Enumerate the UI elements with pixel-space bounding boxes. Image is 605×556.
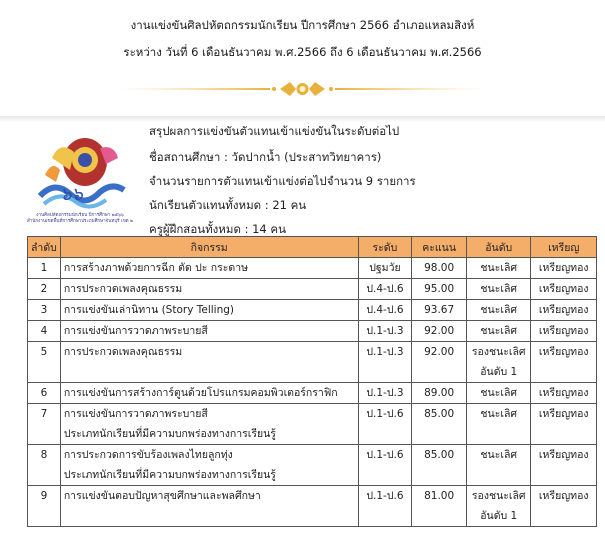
- table-row: [28, 445, 597, 486]
- school-name: ชื่อสถานศึกษา : วัดปากน้ำ (ประสาทวิทยาคาร): [149, 150, 382, 164]
- cell-medal-text: เหรียญทอง: [538, 325, 589, 337]
- table-row: [28, 383, 597, 404]
- teachers-count: ครูผู้ฝึกสอนทั้งหมด : 14 คน: [149, 222, 286, 236]
- cell-activity-text-line2: ประเภทนักเรียนที่มีความบกพร่องทางการเรียนรู้: [63, 469, 276, 481]
- cell-level: [358, 279, 412, 300]
- cell-medal: [531, 342, 597, 383]
- cell-medal-text: เหรียญทอง: [538, 408, 589, 420]
- cell-no-text: 4: [40, 325, 48, 337]
- cell-rank: [467, 258, 531, 279]
- cell-level: [358, 258, 412, 279]
- cell-rank: [467, 342, 531, 383]
- col-header-level: ระดับ: [358, 237, 412, 258]
- cell-activity: [60, 342, 358, 383]
- cell-score-text: 95.00: [424, 283, 455, 295]
- results-table: [27, 236, 597, 527]
- cell-activity: [60, 300, 358, 321]
- cell-score-text: 85.00: [424, 408, 455, 420]
- cell-score: [412, 342, 467, 383]
- cell-no-text: 8: [40, 449, 48, 461]
- cell-activity-text: การประกวดเพลงคุณธรรม: [63, 346, 183, 358]
- cell-medal: [531, 404, 597, 445]
- cell-score: [412, 279, 467, 300]
- cell-activity: [60, 279, 358, 300]
- cell-rank: [467, 404, 531, 445]
- cell-medal: [531, 279, 597, 300]
- cell-score-text: 85.00: [424, 449, 455, 461]
- cell-score: [412, 404, 467, 445]
- cell-no: [28, 258, 61, 279]
- logo-caption-line2: สำนักงานเขตพื้นที่การศึกษาประถมศึกษาจันทบุรี เขต ๒: [27, 219, 133, 224]
- cell-score: [412, 486, 467, 527]
- cell-medal: [531, 321, 597, 342]
- svg-text:๖๖: ๖๖: [60, 184, 83, 205]
- cell-level-text: ป.4-ป.6: [366, 304, 404, 316]
- cell-rank: [467, 321, 531, 342]
- cell-level: [358, 445, 412, 486]
- table-row: [28, 486, 597, 527]
- event-logo: [30, 130, 130, 214]
- cell-no: [28, 404, 61, 445]
- cell-rank-text-line2: อันดับ 1: [480, 366, 518, 378]
- cell-medal: [531, 445, 597, 486]
- cell-level: [358, 383, 412, 404]
- cell-medal-text: เหรียญทอง: [538, 449, 589, 461]
- cell-rank: [467, 279, 531, 300]
- logo-caption: [24, 213, 136, 225]
- cell-medal: [531, 300, 597, 321]
- cell-no: [28, 486, 61, 527]
- cell-level: [358, 342, 412, 383]
- cell-activity-text: การประกวดการขับร้องเพลงไทยลูกทุ่ง: [63, 449, 233, 461]
- cell-score: [412, 258, 467, 279]
- cell-score-text: 92.00: [424, 346, 455, 358]
- cell-rank-text: รองชนะเลิศ: [471, 490, 526, 502]
- cell-activity: [60, 404, 358, 445]
- cell-score-text: 93.67: [424, 304, 455, 316]
- cell-activity: [60, 445, 358, 486]
- students-count: นักเรียนตัวแทนทั้งหมด : 21 คน: [149, 198, 307, 212]
- cell-rank-text: ชนะเลิศ: [480, 408, 518, 420]
- cell-level-text: ป.1-ป.3: [366, 325, 404, 337]
- cell-rank: [467, 486, 531, 527]
- col-header-activity: กิจกรรม: [60, 237, 358, 258]
- cell-score-text: 81.00: [424, 490, 455, 502]
- cell-activity-text: การแข่งขันตอบปัญหาสุขศึกษาและพลศึกษา: [63, 490, 261, 502]
- cell-level-text: ป.1-ป.3: [366, 346, 404, 358]
- cell-medal: [531, 258, 597, 279]
- col-header-rank: อันดับ: [467, 237, 531, 258]
- cell-rank-text: ชนะเลิศ: [480, 325, 518, 337]
- cell-rank-text: ชนะเลิศ: [480, 304, 518, 316]
- cell-medal: [531, 383, 597, 404]
- cell-rank-text: ชนะเลิศ: [480, 262, 518, 274]
- cell-level: [358, 404, 412, 445]
- cell-no-text: 7: [40, 408, 48, 420]
- summary-title: สรุปผลการแข่งขันตัวแทนเข้าแข่งขันในระดับต่อไป: [149, 124, 400, 138]
- cell-level-text: ปฐมวัย: [369, 262, 401, 274]
- cell-medal-text: เหรียญทอง: [538, 490, 589, 502]
- cell-no: [28, 445, 61, 486]
- gold-ornament-divider: [120, 79, 485, 99]
- cell-no-text: 2: [40, 283, 48, 295]
- cell-rank: [467, 445, 531, 486]
- cell-score-text: 92.00: [424, 325, 455, 337]
- cell-activity-text: การสร้างภาพด้วยการฉีก ตัด ปะ กระดาษ: [63, 262, 249, 274]
- header-dates: ระหว่าง วันที่ 6 เดือนธันวาคม พ.ศ.2566 ถึง 6 เดือนธันวาคม พ.ศ.2566: [123, 45, 482, 59]
- cell-level-text: ป.4-ป.6: [366, 283, 404, 295]
- table-row: [28, 342, 597, 383]
- cell-activity-text: การแข่งขันการสร้างการ์ตูนด้วยโปรแกรมคอมพิวเตอร์กราฟิก: [63, 387, 338, 399]
- cell-medal-text: เหรียญทอง: [538, 387, 589, 399]
- items-count: จำนวนรายการตัวแทนเข้าแข่งต่อไปจำนวน 9 รายการ: [149, 174, 416, 188]
- cell-no: [28, 279, 61, 300]
- cell-score: [412, 383, 467, 404]
- table-row: [28, 258, 597, 279]
- cell-activity-text-line2: ประเภทนักเรียนที่มีความบกพร่องทางการเรียนรู้: [63, 428, 276, 440]
- cell-medal-text: เหรียญทอง: [538, 262, 589, 274]
- cell-activity-text: การแข่งขันการวาดภาพระบายสี: [63, 325, 208, 337]
- cell-activity-text: การแข่งขันเล่านิทาน (Story Telling): [63, 304, 235, 316]
- cell-rank-text-line2: อันดับ 1: [480, 510, 518, 522]
- cell-rank-text: ชนะเลิศ: [480, 283, 518, 295]
- cell-score-text: 98.00: [424, 262, 455, 274]
- table-row: [28, 404, 597, 445]
- cell-rank-text: รองชนะเลิศ: [471, 346, 526, 358]
- cell-level-text: ป.1-ป.3: [366, 387, 404, 399]
- cell-score-text: 89.00: [424, 387, 455, 399]
- col-header-medal: เหรียญ: [531, 237, 597, 258]
- cell-rank-text: ชนะเลิศ: [480, 387, 518, 399]
- cell-rank: [467, 383, 531, 404]
- cell-medal-text: เหรียญทอง: [538, 283, 589, 295]
- cell-level-text: ป.1-ป.6: [366, 408, 404, 420]
- cell-activity: [60, 486, 358, 527]
- cell-score: [412, 321, 467, 342]
- table-row: [28, 321, 597, 342]
- cell-no-text: 5: [40, 346, 48, 358]
- cell-no-text: 3: [40, 304, 48, 316]
- table-row: [28, 300, 597, 321]
- table-header-row: [28, 237, 597, 258]
- cell-no: [28, 342, 61, 383]
- cell-activity: [60, 383, 358, 404]
- cell-level: [358, 486, 412, 527]
- section-divider: [0, 116, 605, 122]
- cell-medal-text: เหรียญทอง: [538, 346, 589, 358]
- cell-no: [28, 300, 61, 321]
- col-header-score: คะแนน: [412, 237, 467, 258]
- table-row: [28, 279, 597, 300]
- col-header-no: ลำดับ: [28, 237, 61, 258]
- cell-score: [412, 445, 467, 486]
- cell-activity-text: การแข่งขันการวาดภาพระบายสี: [63, 408, 208, 420]
- cell-no-text: 9: [40, 490, 48, 502]
- cell-no: [28, 321, 61, 342]
- cell-activity: [60, 321, 358, 342]
- cell-rank: [467, 300, 531, 321]
- cell-medal: [531, 486, 597, 527]
- cell-no-text: 6: [40, 387, 48, 399]
- cell-activity-text: การประกวดเพลงคุณธรรม: [63, 283, 183, 295]
- cell-level-text: ป.1-ป.6: [366, 449, 404, 461]
- cell-level: [358, 300, 412, 321]
- cell-level-text: ป.1-ป.6: [366, 490, 404, 502]
- cell-medal-text: เหรียญทอง: [538, 304, 589, 316]
- cell-rank-text: ชนะเลิศ: [480, 449, 518, 461]
- cell-no: [28, 383, 61, 404]
- header-title: งานแข่งขันศิลปหัตถกรรมนักเรียน ปีการศึกษา 2566 อำเภอแหลมสิงห์: [130, 18, 475, 32]
- cell-no-text: 1: [40, 262, 48, 274]
- logo-caption-line1: งานศิลปหัตถกรรมนักเรียน ปีการศึกษา ๒๕๖๖: [36, 213, 124, 218]
- cell-score: [412, 300, 467, 321]
- cell-activity: [60, 258, 358, 279]
- cell-level: [358, 321, 412, 342]
